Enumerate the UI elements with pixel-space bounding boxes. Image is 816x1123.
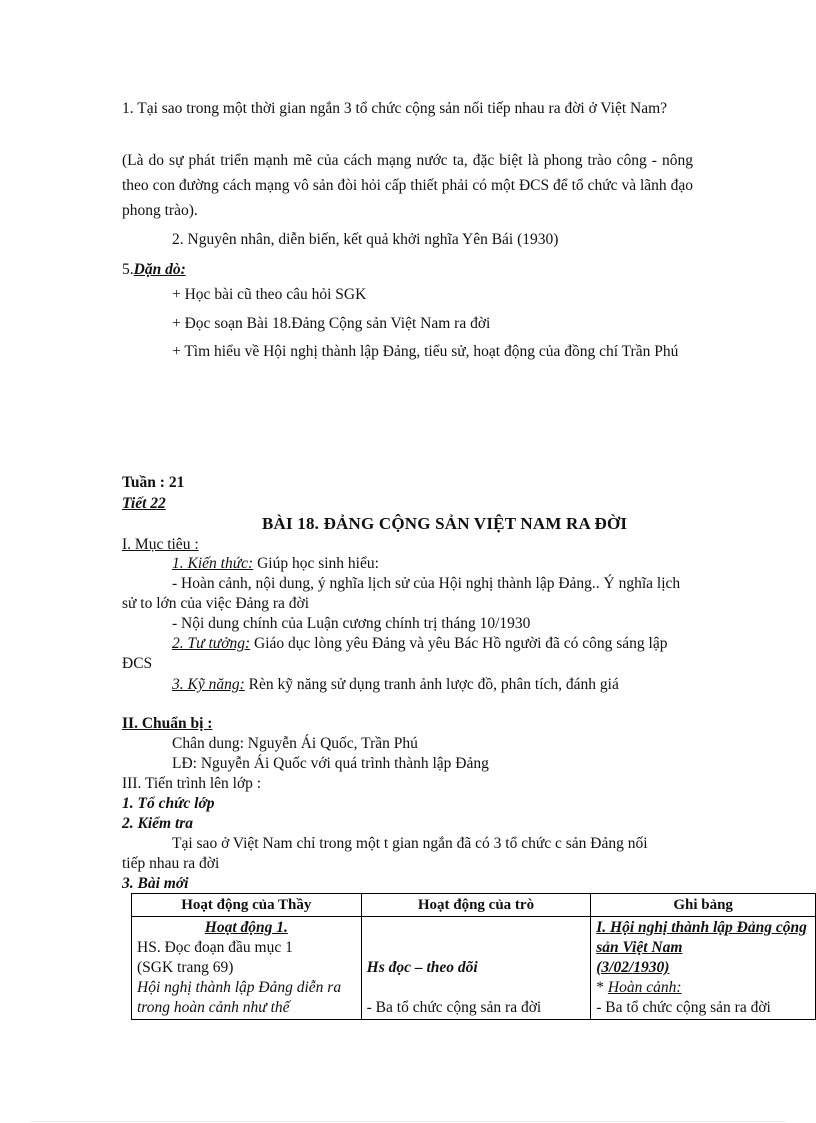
knowledge-label: 1. Kiến thức: <box>172 555 254 572</box>
thought-label: 2. Tư tưởng: <box>172 635 251 652</box>
step-check-question: Tại sao ở Việt Nam chỉ trong một t gian ngắn đã có 3 tổ chức c sản Đảng nối tiếp nhau ra đời <box>122 835 648 872</box>
board-heading: I. Hội nghị thành lập Đảng cộng sản Việt Nam <box>596 919 807 956</box>
prep-item: Chân dung: Nguyễn Ái Quốc, Trần Phú <box>172 735 418 752</box>
homework-heading <box>122 257 186 282</box>
homework-label: Dặn dò: <box>133 261 186 278</box>
board-context: * Hoàn cảnh: <box>596 979 682 996</box>
skill-line: 3. Kỹ năng: Rèn kỹ năng sử dụng tranh ảnh lược đồ, phân tích, đánh giá <box>172 676 619 693</box>
header-teacher: Hoạt động của Thầy <box>132 894 362 917</box>
homework-item: + Đọc soạn Bài 18.Đảng Cộng sản Việt Nam ra đời <box>172 315 491 332</box>
homework-item: + Tìm hiểu về Hội nghị thành lập Đảng, tiểu sử, hoạt động của đồng chí Trần Phú <box>172 343 679 360</box>
table-header-row <box>132 894 816 917</box>
lesson-table <box>131 893 816 1020</box>
step-organize: 1. Tổ chức lớp <box>122 795 215 812</box>
teacher-line: (SGK trang 69) <box>137 959 234 976</box>
board-point: - Ba tổ chức cộng sản ra đời <box>596 999 771 1016</box>
teacher-cell <box>132 917 362 1020</box>
step-check: 2. Kiểm tra <box>122 815 194 832</box>
homework-item: + Học bài cũ theo câu hỏi SGK <box>172 286 367 303</box>
review-question-2: 2. Nguyên nhân, diễn biến, kết quả khởi nghĩa Yên Bái (1930) <box>172 231 559 248</box>
knowledge-item: - Nội dung chính của Luận cương chính trị tháng 10/1930 <box>172 615 531 632</box>
teacher-activity: Hoạt động 1. <box>204 919 288 936</box>
teacher-line: HS. Đọc đoạn đầu mục 1 <box>137 939 293 956</box>
step-new-lesson: 3. Bài mới <box>122 875 189 892</box>
process-heading: III. Tiến trình lên lớp : <box>122 775 262 792</box>
table-row <box>132 917 816 1020</box>
prep-heading: II. Chuẩn bị : <box>122 715 213 732</box>
skill-label: 3. Kỹ năng: <box>172 676 245 693</box>
thought-line: 2. Tư tưởng: Giáo dục lòng yêu Đảng và yêu Bác Hồ người đã có công sáng lập ĐCS <box>122 635 668 672</box>
page-edge <box>30 1121 786 1122</box>
week-label: Tuần : 21 <box>122 474 185 491</box>
header-board: Ghi bảng <box>591 894 816 917</box>
board-cell <box>591 917 816 1020</box>
period-label: Tiết 22 <box>122 495 166 512</box>
lesson-title: BÀI 18. ĐẢNG CỘNG SẢN VIỆT NAM RA ĐỜI <box>262 514 628 533</box>
student-cell <box>361 917 591 1020</box>
student-action: Hs đọc – theo dõi <box>366 959 478 976</box>
board-date: (3/02/1930) <box>596 959 670 976</box>
teacher-question: Hội nghị thành lập Đảng diễn ra trong hoàn cảnh như thế <box>137 979 342 1016</box>
knowledge-line: 1. Kiến thức: Giúp học sinh hiểu: <box>172 555 379 572</box>
knowledge-item: - Hoàn cảnh, nội dung, ý nghĩa lịch sử của Hội nghị thành lập Đảng.. Ý nghĩa lịch sử to lớn của việc Đảng ra đời <box>122 575 681 612</box>
review-question-1: 1. Tại sao trong một thời gian ngắn 3 tổ chức cộng sản nối tiếp nhau ra đời ở Việt Nam? <box>122 100 668 117</box>
review-answer-1: (Là do sự phát triển mạnh mẽ của cách mạng nước ta, đặc biệt là phong trào công - nông theo con đường cách mạng vô sản đòi hỏi cấp thiết phải có một ĐCS để tổ chức và lãnh đạo phong trào). <box>122 152 693 219</box>
student-answer: - Ba tổ chức cộng sản ra đời <box>366 999 542 1016</box>
header-student: Hoạt động của trò <box>361 894 591 917</box>
prep-item: LĐ: Nguyễn Ái Quốc với quá trình thành lập Đảng <box>172 755 489 772</box>
homework-number: 5. <box>122 261 134 278</box>
objectives-heading: I. Mục tiêu : <box>122 536 199 553</box>
